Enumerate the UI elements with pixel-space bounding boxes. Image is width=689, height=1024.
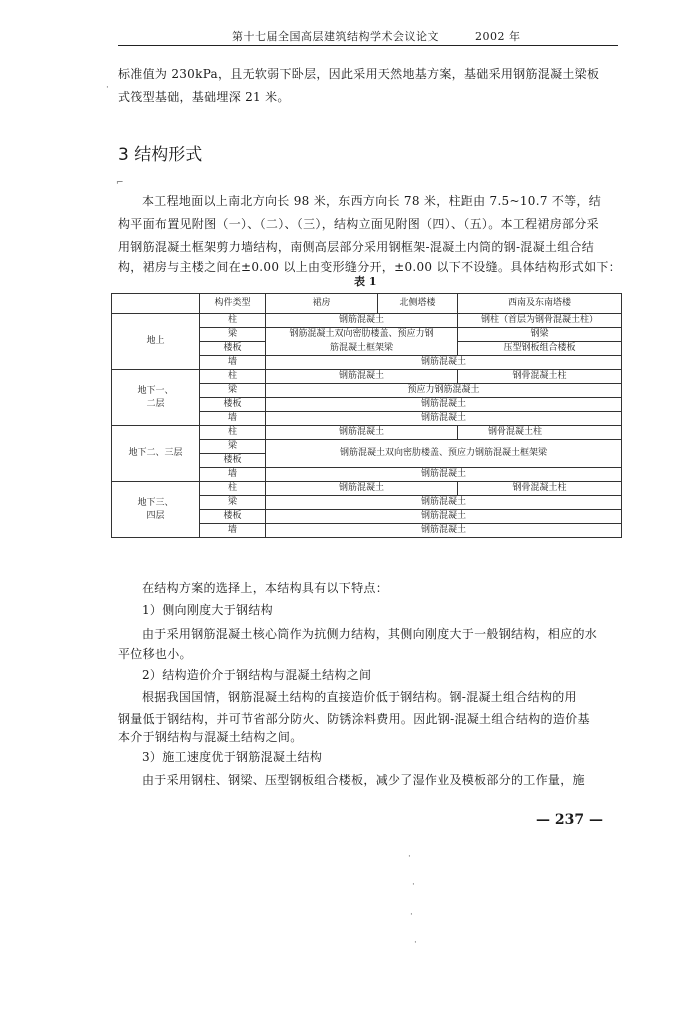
body-line: 在结构方案的选择上，本结构具有以下特点：: [142, 581, 389, 595]
header-cell: 北侧塔楼: [378, 294, 458, 314]
component-type: 梁: [200, 496, 266, 510]
header-cell: 裙房: [266, 294, 378, 314]
table-cell: 压型钢板组合楼板: [458, 342, 622, 356]
structure-table: [111, 293, 622, 538]
header-cell: 西南及东南塔楼: [458, 294, 622, 314]
page-number: — 237 —: [536, 812, 603, 828]
header-cell: [112, 294, 200, 314]
para1-line-3: 用钢筋混凝土框架剪力墙结构，南侧高层部分采用钢框架-混凝土内筒的钢-混凝土组合结: [118, 240, 595, 254]
component-type: 柱: [200, 426, 266, 440]
table-cell: 钢筋混凝土双向密肋楼盖、预应力钢: [266, 328, 458, 342]
group-label: 地下二、三层: [112, 426, 200, 482]
body-line: 钢量低于钢结构，并可节省部分防火、防锈涂料费用。因此钢-混凝土组合结构的造价基: [118, 712, 590, 726]
table-cell: 钢柱（首层为钢骨混凝土柱）: [458, 314, 622, 328]
component-type: 楼板: [200, 510, 266, 524]
component-type: 柱: [200, 370, 266, 384]
para1-line-1: 本工程地面以上南北方向长 98 米，东西方向长 78 米，柱距由 7.5~10.7 不等，结: [142, 194, 602, 208]
table-row: [112, 370, 622, 384]
table-cell: 钢筋混凝土: [266, 468, 622, 482]
scan-mark: ·: [412, 880, 415, 890]
component-type: 墙: [200, 468, 266, 482]
table-cell: 筋混凝土框架梁: [266, 342, 458, 356]
header-cell: 构件类型: [200, 294, 266, 314]
group-label: 地下一、 二层: [112, 370, 200, 426]
table-cell: 钢筋混凝土: [266, 426, 458, 440]
body-line: 平位移也小。: [118, 647, 192, 661]
table-cell: 钢筋混凝土: [266, 412, 622, 426]
component-type: 楼板: [200, 454, 266, 468]
component-type: 梁: [200, 384, 266, 398]
table-cell: 钢筋混凝土: [266, 398, 622, 412]
scan-mark: ·: [408, 852, 411, 862]
table-cell: 钢筋混凝土: [266, 510, 622, 524]
table-cell: 钢梁: [458, 328, 622, 342]
table-cell: 钢骨混凝土柱: [458, 482, 622, 496]
scan-mark: ·: [410, 910, 413, 920]
body-line: 由于采用钢柱、钢梁、压型钢板组合楼板，减少了湿作业及模板部分的工作量，施: [142, 773, 585, 787]
component-type: 柱: [200, 482, 266, 496]
body-line: 本介于钢结构与混凝土结构之间。: [118, 730, 303, 744]
table-cell: 钢筋混凝土: [266, 370, 458, 384]
running-header: [232, 28, 521, 44]
intro-line-2: 式筏型基础，基础埋深 21 米。: [118, 90, 290, 104]
body-line: 根据我国国情，钢筋混凝土结构的直接造价低于钢结构。钢-混凝土组合结构的用: [142, 690, 577, 704]
table-cell: 钢筋混凝土: [266, 314, 458, 328]
component-type: 墙: [200, 524, 266, 538]
table-row: [112, 426, 622, 440]
group-label: 地下三、 四层: [112, 482, 200, 538]
subheading-2: 2）结构造价介于钢结构与混凝土结构之间: [142, 668, 372, 682]
scan-mark: ·: [414, 938, 417, 948]
header-year: 2002 年: [475, 30, 521, 43]
section-title: 3 结构形式: [118, 145, 203, 165]
table-cell: 钢筋混凝土: [266, 482, 458, 496]
table-cell: 钢筋混凝土: [266, 524, 622, 538]
component-type: 楼板: [200, 342, 266, 356]
body-line: 由于采用钢筋混凝土核心筒作为抗侧力结构，其侧向刚度大于一般钢结构，相应的水: [142, 627, 598, 641]
table-row: [112, 482, 622, 496]
table-cell: 钢骨混凝土柱: [458, 426, 622, 440]
subheading-1: 1）侧向刚度大于钢结构: [142, 603, 273, 617]
group-label: 地上: [112, 314, 200, 370]
component-type: 楼板: [200, 398, 266, 412]
component-type: 梁: [200, 440, 266, 454]
scan-mark: ·: [106, 83, 109, 93]
table-caption: 表 1: [354, 275, 377, 288]
table-cell: 钢骨混凝土柱: [458, 370, 622, 384]
header-rule: [118, 45, 618, 46]
table-cell: 钢筋混凝土双向密肋楼盖、预应力钢筋混凝土框架梁: [266, 440, 622, 468]
table-row: [112, 314, 622, 328]
scan-mark: ⌐: [116, 178, 124, 188]
para1-line-2: 构平面布置见附图（一）、（二）、（三），结构立面见附图（四）、（五）。本工程裙房部分采: [118, 217, 599, 231]
table-header-row: [112, 294, 622, 314]
conference-title: 第十七届全国高层建筑结构学术会议论文: [232, 30, 439, 43]
component-type: 柱: [200, 314, 266, 328]
table-cell: 钢筋混凝土: [266, 356, 622, 370]
subheading-3: 3）施工速度优于钢筋混凝土结构: [142, 750, 323, 764]
intro-line-1: 标准值为 230kPa，且无软弱下卧层，因此采用天然地基方案，基础采用钢筋混凝土梁板: [118, 67, 600, 81]
table-cell: 预应力钢筋混凝土: [266, 384, 622, 398]
para1-line-4: 构，裙房与主楼之间在±0.00 以上由变形缝分开，±0.00 以下不设缝。具体结构形式如下：: [118, 260, 621, 274]
component-type: 梁: [200, 328, 266, 342]
component-type: 墙: [200, 412, 266, 426]
table-cell: 钢筋混凝土: [266, 496, 622, 510]
component-type: 墙: [200, 356, 266, 370]
